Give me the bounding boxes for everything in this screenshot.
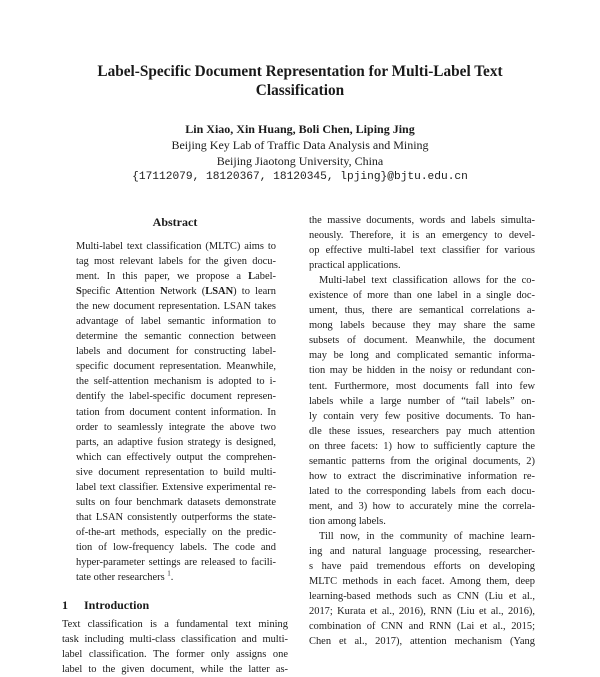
body-line: on three facets: 1) how to sufficiently capture the <box>309 440 535 452</box>
affiliation-university: Beijing Jiaotong University, China <box>216 154 384 168</box>
author-emails: {17112079, 18120367, 18120345, lpjing}@bjtu.edu.cn <box>132 171 468 183</box>
footnote-marker[interactable]: 1 <box>167 569 171 578</box>
author-names: Lin Xiao, Xin Huang, Boli Chen, Liping Jing <box>185 122 415 136</box>
intro-line: task including multi-class classification and multi- <box>62 634 288 646</box>
author-block <box>0 121 600 185</box>
abstract-line: tion of low-frequency labels. The code and <box>76 541 276 553</box>
body-line: tion may be hidden in the noisy or redundant con- <box>309 365 535 377</box>
body-line: Till now, in the community of machine learn- <box>319 530 535 542</box>
body-line: how to extract the discriminative information re- <box>309 470 535 482</box>
paper-title-line: Label-Specific Document Representation for Multi-Label Text <box>97 63 503 80</box>
affiliation-lab: Beijing Key Lab of Traffic Data Analysis and Mining <box>171 138 429 152</box>
body-line: practical applications. <box>309 260 401 272</box>
body-line: the massive documents, words and labels simulta- <box>309 215 535 226</box>
body-line: Multi-label text classification allows for the co- <box>319 275 535 287</box>
intro-line: label to the given document, while the latter as- <box>62 664 288 676</box>
section-heading-introduction <box>62 593 288 617</box>
body-line: mong labels because they may share the same <box>309 320 535 332</box>
body-line: ly contain very few positive documents. To han- <box>309 410 535 422</box>
abstract-line: of-the-art methods, especially on the predic- <box>76 526 276 538</box>
left-column <box>62 213 288 677</box>
intro-line: Text classification is a fundamental text mining <box>62 619 288 631</box>
body-line: ing and natural language processing, researcher- <box>309 546 535 558</box>
paper-title <box>0 62 600 100</box>
body-line: subsets of document. Meanwhile, the document <box>309 335 535 347</box>
abstract-line: tate other researchers $^1$. <box>76 569 174 584</box>
body-line: lated to the corresponding labels from each docu- <box>309 485 535 497</box>
body-line: op effective multi-label text classifier for various <box>309 245 535 257</box>
body-line: learning-based methods such as CNN (Liu et al., <box>309 591 535 603</box>
body-line: s have paid tremendous efforts on developing <box>309 561 535 573</box>
abstract-line: Multi-label text classification (MLTC) aims to <box>76 241 276 252</box>
abstract-line: sive document representation to build multi- <box>76 466 276 478</box>
body-line: tion among labels. <box>309 515 386 527</box>
body-line: combination of CNN and RNN (Lai et al., 2015; <box>309 621 535 633</box>
body-line: ment, and 3) how to accurately mine the correla- <box>309 500 535 512</box>
abstract-line: tation from document content information. In <box>76 406 276 418</box>
abstract-line: that LSAN consistently outperforms the state- <box>76 511 276 523</box>
abstract-line: order to seamlessly integrate the above two <box>76 421 276 433</box>
body-line: ument, thus, there are semantical correlations a- <box>309 305 535 317</box>
abstract-line: specific document representation. Meanwhile, <box>76 361 276 373</box>
abstract-line: hyper-parameter settings are released to facili- <box>76 556 276 568</box>
body-line: MLTC methods in each facet. Among them, deep <box>309 576 535 588</box>
body-line: may be long and complicated semantic informa- <box>309 350 535 362</box>
section-title: Introduction <box>84 598 150 613</box>
abstract-line: dentify the label-specific document represen- <box>76 391 276 403</box>
body-line: dle these issues, researchers pay much attention <box>309 425 535 437</box>
abstract-line: the self-attention mechanism is adopted to i- <box>76 376 276 388</box>
abstract-line: the new document representation. LSAN takes <box>76 301 276 313</box>
abstract-line: which can effectively output the comprehen- <box>76 451 276 463</box>
right-column <box>309 213 535 649</box>
body-line: labels while a large number of “tail labels” on- <box>309 395 535 407</box>
body-line: semantic patterns from the original documents, 2) <box>309 455 535 467</box>
abstract-line: parts, an adaptive fusion strategy is designed, <box>76 436 276 448</box>
abstract-line: Specific Attention Network (LSAN) to learn <box>76 286 276 298</box>
abstract-line: tag most relevant labels for the given docu- <box>76 256 276 268</box>
intro-line: label classification. The former only assigns one <box>62 649 288 661</box>
body-line: neously. Therefore, it is an emergency to devel- <box>309 230 535 242</box>
abstract-heading: Abstract <box>152 215 198 229</box>
abstract-line: labels and document for constructing label- <box>76 346 276 358</box>
abstract-line: determine the semantic connection between <box>76 331 276 343</box>
section-number: 1 <box>62 598 68 613</box>
abstract-body <box>62 239 288 585</box>
abstract-line: label text classifier. Extensive experimental re- <box>76 481 276 493</box>
body-line: tent. Furthermore, most documents fall into few <box>309 380 535 392</box>
body-line: 2017; Kurata et al., 2016), RNN (Liu et al., 2016), <box>309 606 535 618</box>
body-line: existence of more than one label in a single doc- <box>309 290 535 302</box>
paper-title-line: Classification <box>255 82 345 99</box>
abstract-line: sults on four benchmark datasets demonstrate <box>76 496 276 508</box>
abstract-line: ment. In this paper, we propose a Label- <box>76 271 276 283</box>
body-line: Chen et al., 2017), attention mechanism (Yang <box>309 636 535 648</box>
abstract-line: advantage of label semantic information to <box>76 316 276 328</box>
